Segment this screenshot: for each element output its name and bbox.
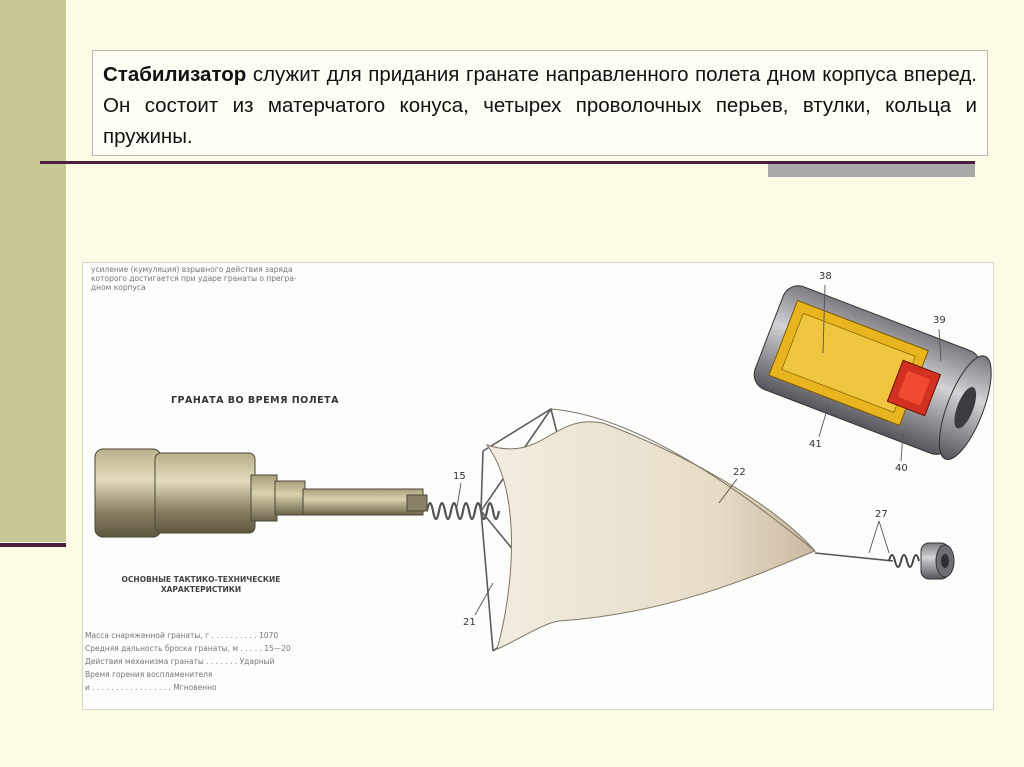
specs-title-line: ХАРАКТЕРИСТИКИ [160, 585, 242, 594]
spec-row: и . . . . . . . . . . . . . . . . . Мгновенно [85, 683, 217, 692]
grenade-body [95, 449, 427, 537]
top-note-line: дном корпуса [91, 283, 146, 292]
cloth-cone [487, 422, 815, 649]
spring-15 [427, 503, 499, 519]
figure-caption: ГРАНАТА ВО ВРЕМЯ ПОЛЕТА [171, 395, 339, 406]
left-accent-rule [0, 543, 66, 547]
label-15: 15 [453, 471, 466, 482]
label-22: 22 [733, 467, 746, 478]
spring-27 [889, 555, 919, 567]
specs-title-line: ОСНОВНЫЕ ТАКТИКО-ТЕХНИЧЕСКИЕ [121, 575, 281, 584]
specs-title [101, 575, 301, 595]
label-21: 21 [463, 617, 476, 628]
spec-row: Масса снаряженной гранаты, г . . . . . . . . . . 1070 [85, 631, 279, 640]
spec-row: Время горения воспламенителя [85, 670, 213, 679]
description-text: служит для придания гранате направленного полета дном корпуса вперед. Он состоит из матерчатого конуса, четырех проволочных перьев, втулки, кольца и пружины. [103, 63, 977, 148]
description-text-box [92, 50, 988, 156]
label-41: 41 [809, 439, 822, 450]
label-40: 40 [895, 463, 908, 474]
label-27: 27 [875, 509, 888, 520]
spec-row: Средняя дальность броска гранаты, м . . . . . 15—20 [85, 644, 291, 653]
spec-row: Действия механизма гранаты . . . . . . . Ударный [85, 657, 275, 666]
divider-gray-bar [768, 164, 975, 177]
top-note-line: которого достигается при ударе гранаты о прегра- [91, 274, 297, 283]
left-accent-band [0, 0, 66, 542]
label-39: 39 [933, 315, 946, 326]
cutaway-sleeve [750, 281, 994, 465]
top-note [91, 265, 321, 292]
specs-list [85, 629, 295, 694]
top-note-line: усиление (кумуляция) взрывного действия заряда [91, 265, 293, 274]
tail-cap [921, 543, 954, 579]
label-38: 38 [819, 271, 832, 282]
grenade-diagram-figure [82, 262, 994, 710]
term-stabilizer: Стабилизатор [103, 63, 247, 86]
